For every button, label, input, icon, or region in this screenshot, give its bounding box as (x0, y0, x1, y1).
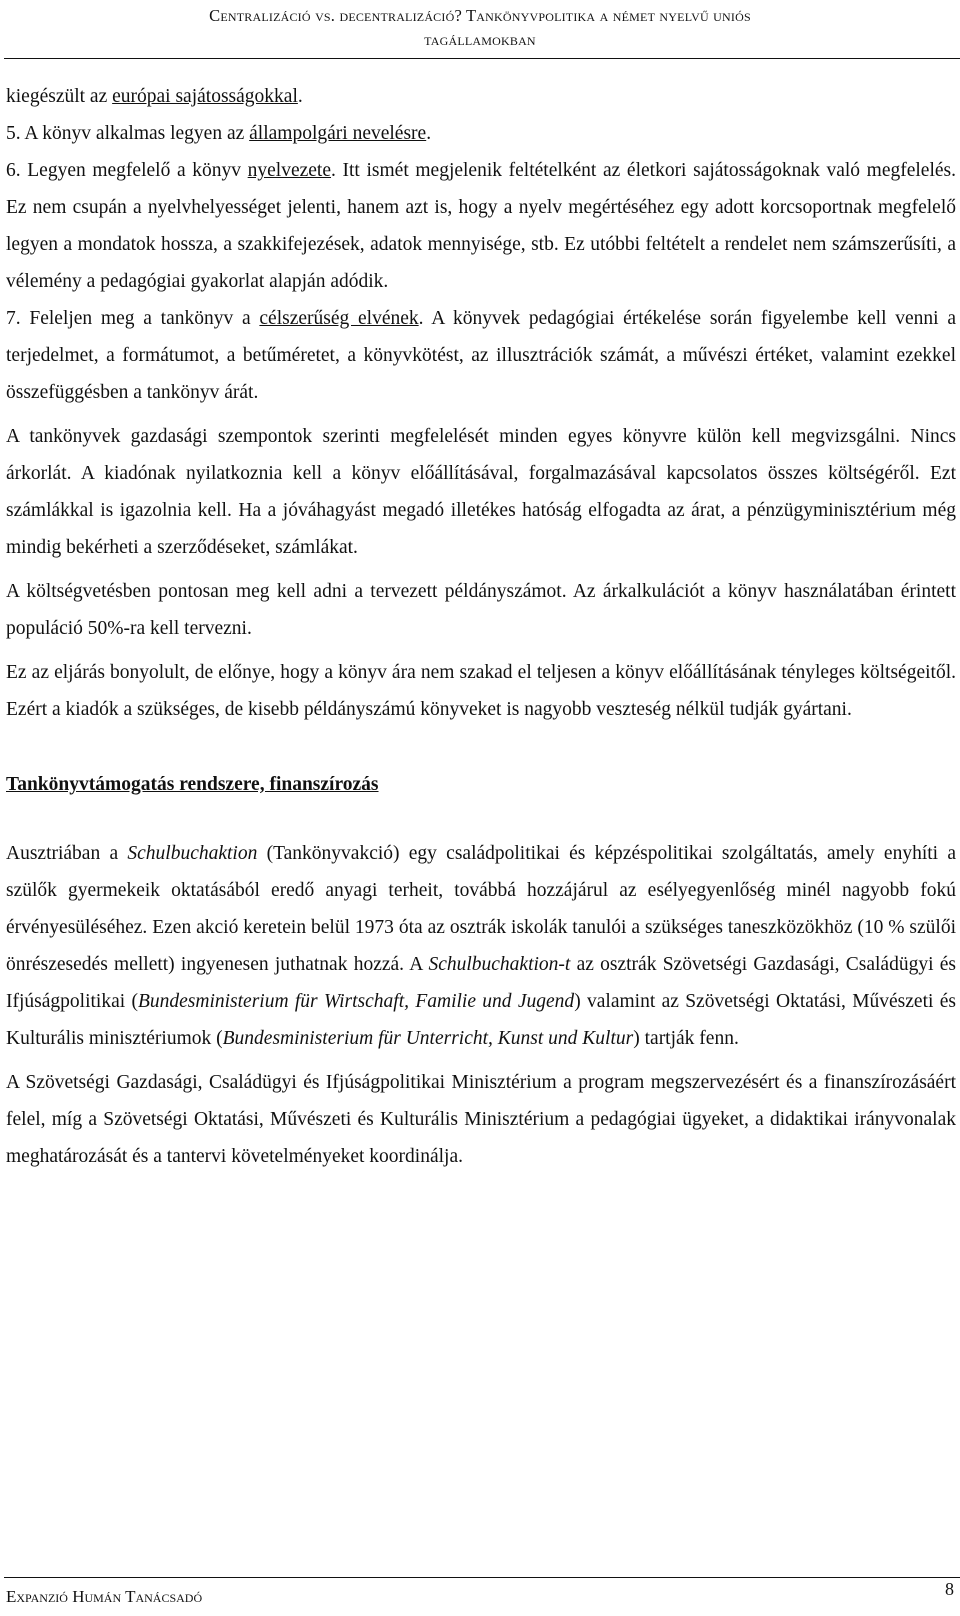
paragraph-purposefulness: 7. Feleljen meg a tankönyv a célszerűség elvének. A könyvek pedagógiai értékelése során figyelembe kell venni a terjedelmet, a formátumot, a betűméretet, a könyvkötést, az illusztrációk számát, a művészi értéket, valamint ezekkel összefüggésben a tankönyv árát. (6, 308, 956, 403)
italic-term: Schulbuchaktion (127, 843, 258, 864)
running-header-line-1: Centralizáció vs. decentralizáció? Tankönyvpolitika a német nyelvű uniós (209, 6, 751, 25)
paragraph-language: 6. Legyen megfelelő a könyv nyelvezete. Itt ismét megjelenik feltételként az életkori sajátosságoknak való megfelelés. Ez nem csupán a nyelvhelyességet jelenti, hanem azt is, hogy a nyelv megértéséhez egy adott korcsoportnak megfelelő legyen a mondatok hossza, a szakkifejezések, adatok mennyisége, stb. Ez utóbbi feltételt a rendelet nem számszerűsíti, a vélemény a pedagógiai gyakorlat alapján adódik. (6, 160, 957, 292)
paragraph-european-specifics: kiegészült az európai sajátosságokkal. (6, 86, 303, 107)
italic-term: Bundesministerium für Wirtschaft, Familie und Jugend (137, 991, 575, 1012)
footer-divider (4, 1577, 960, 1578)
page-number: 8 (945, 1579, 954, 1599)
header-divider (4, 58, 960, 59)
paragraph-ministry-roles: A Szövetségi Gazdasági, Családügyi és Ifjúságpolitikai Minisztérium a program megszervezésért és a finanszírozásáért felel, míg a Szövetségi Oktatási, Művészeti és Kulturális Minisztérium a pedagógiai ügyeket, a didaktikai irányvonalak meghatározását és a tantervi követelményeket koordinálja. (6, 1072, 956, 1167)
paragraph-schulbuchaktion: Ausztriában a Schulbuchaktion (Tankönyvakció) egy családpolitikai és képzéspolitikai szolgáltatás, amely enyhíti a szülők gyermekeik oktatásából eredő anyagi terheit, továbbá hozzájárul az esélyegyenlőség minél nagyobb fokú érvényesüléséhez. Ezen akció keretein belül 1973 óta az osztrák iskolák tanulói a szükséges taneszközökhöz (10 % szülői önrészesedés mellett) ingyenesen juthatnak hozzá. A Schulbuchaktion-t az osztrák Szövetségi Gazdasági, Családügyi és Ifjúságpolitikai (Bundesministerium für Wirtschaft, Familie und Jugend) valamint az Szövetségi Oktatási, Művészeti és Kulturális minisztériumok (Bundesministerium für Unterricht, Kunst und Kultur) tartják fenn. (6, 843, 956, 1049)
paragraph-economic-review: A tankönyvek gazdasági szempontok szerinti megfelelését minden egyes könyvre külön kell megvizsgálni. Nincs árkorlát. A kiadónak nyilatkoznia kell a könyv előállításával, forgalmazásával kapcsolatos összes költségéről. Ezt számlákkal is igazolnia kell. Ha a jóváhagyást megadó illetékes hatóság elfogadta az árat, a pénzügyminisztérium még mindig bekérheti a szerződéseket, számlákat. (6, 426, 956, 558)
paragraph-civic-education: 5. A könyv alkalmas legyen az állampolgári nevelésre. (6, 123, 432, 144)
underlined-term: állampolgári nevelésre (249, 123, 427, 144)
underlined-term: nyelvezete (247, 160, 332, 181)
document-body (6, 78, 956, 1175)
underlined-term: célszerűség elvének (259, 308, 419, 329)
underlined-term: európai sajátosságokkal (112, 86, 298, 107)
running-header (40, 4, 920, 52)
section-heading: Tankönyvtámogatás rendszere, finanszírozás (6, 774, 379, 795)
paragraph-procedure: Ez az eljárás bonyolult, de előnye, hogy a könyv ára nem szakad el teljesen a könyv előállításának tényleges költségeitől. Ezért a kiadók a szükséges, de kisebb példányszámú könyveket is nagyobb veszteség nélkül tudják gyártani. (6, 662, 956, 720)
footer-publisher: Expanzió Humán Tanácsadó (6, 1587, 203, 1606)
paragraph-budget: A költségvetésben pontosan meg kell adni a tervezett példányszámot. Az árkalkulációt a könyv használatában érintett populáció 50%-ra kell tervezni. (6, 581, 956, 639)
running-header-line-2: tagállamokban (424, 30, 536, 49)
italic-term: Bundesministerium für Unterricht, Kunst und Kultur (222, 1028, 634, 1049)
italic-term: Schulbuchaktion-t (428, 954, 571, 975)
